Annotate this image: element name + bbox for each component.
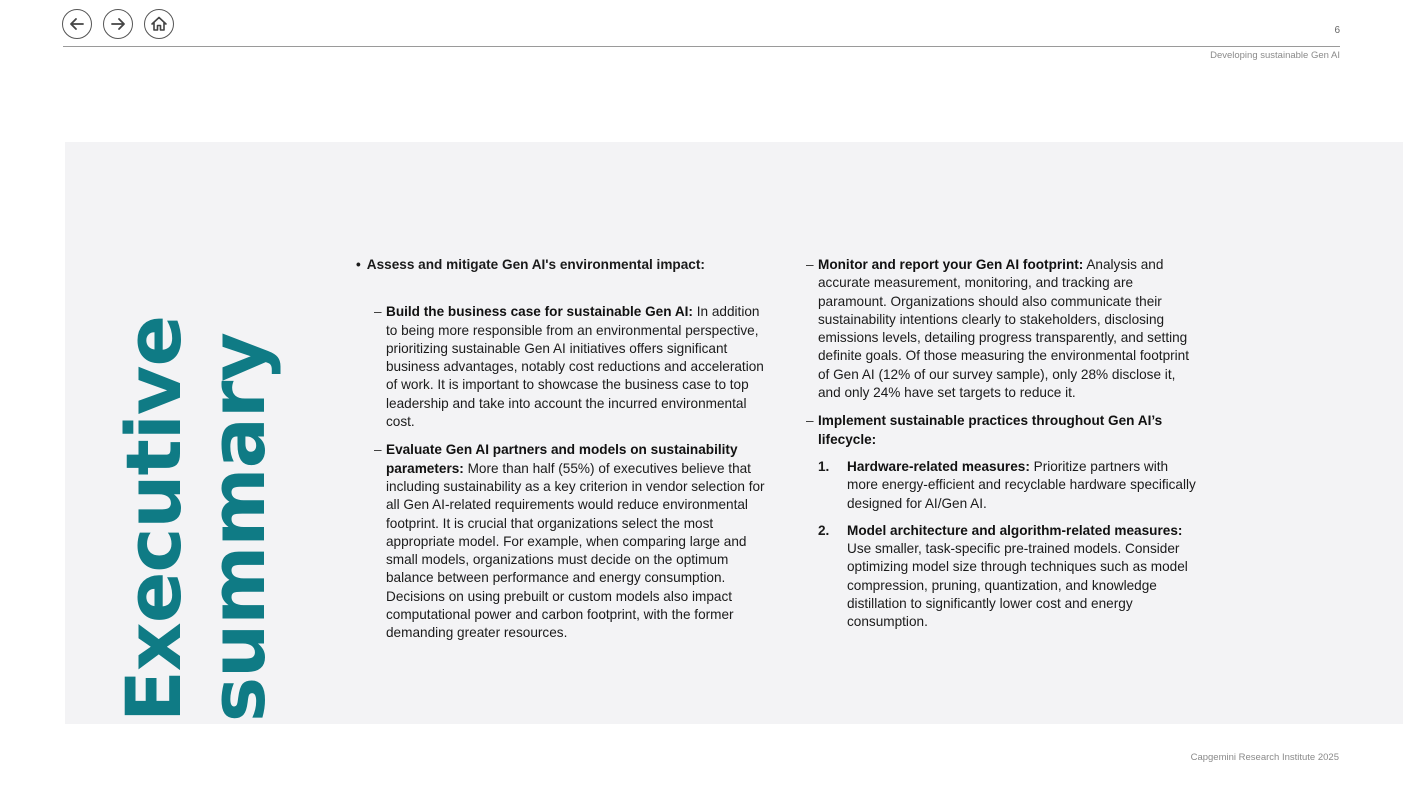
item-number: 2. (818, 522, 830, 538)
page-title (109, 316, 282, 723)
title-line-1: Executive (109, 316, 198, 723)
list-item-body (818, 256, 1198, 402)
list-item (806, 256, 1198, 402)
numbered-item-body (847, 522, 1198, 632)
dash-marker: – (806, 257, 814, 272)
numbered-item-heading: Hardware-related measures: (847, 458, 1030, 474)
forward-arrow-icon[interactable] (103, 9, 133, 39)
numbered-item-body (847, 458, 1198, 513)
page-title-text (109, 316, 282, 723)
numbered-item-text: Use smaller, task-specific pre-trained models. Consider optimizing model size through techniques such as model compression, pruning, quantization, and knowledge distillation to significantly lower cost and energy consumption. (847, 541, 1188, 630)
dash-marker: – (374, 304, 382, 320)
list-item-text: Analysis and accurate measurement, monitoring, and tracking are paramount. Organizations should also communicate their sustainability intentions clearly to stakeholders, disclosing emissions levels, detailing progress transparently, and setting definite goals. Of those measuring the environmental footprint of Gen AI (12% of our survey sample), only 28% disclose it, and only 24% have set targets to reduce it. (818, 257, 1190, 401)
item-number: 1. (818, 458, 830, 474)
numbered-item (818, 458, 1198, 513)
list-item (356, 303, 768, 431)
numbered-list (806, 458, 1198, 632)
list-item-text: In addition to being more responsible from an environmental perspective, prioritizing sustainable Gen AI initiatives offers significant business advantages, notably cost reductions and acceleration of work. It is important to showcase the business case to top leadership and take into account the incurred environmental cost. (386, 304, 764, 430)
home-icon[interactable] (144, 9, 174, 39)
dash-marker: – (806, 413, 814, 429)
list-item-body (386, 441, 768, 642)
main-bullet (356, 256, 768, 274)
list-item-heading: Implement sustainable practices throughout Gen AI’s lifecycle: (818, 413, 1163, 447)
left-column (356, 256, 768, 653)
numbered-item (818, 522, 1198, 632)
back-arrow-icon[interactable] (62, 9, 92, 39)
numbered-item-text: Prioritize partners with more energy-efficient and recyclable hardware specifically designed for AI/Gen AI. (847, 458, 1196, 511)
list-item-heading: Monitor and report your Gen AI footprint: (818, 257, 1084, 272)
title-line-2: summary (193, 333, 282, 723)
footer-credit: Capgemini Research Institute 2025 (1190, 752, 1339, 763)
running-title: Developing sustainable Gen AI (1210, 50, 1340, 61)
list-item-heading: Build the business case for sustainable Gen AI: (386, 304, 693, 320)
numbered-item-heading: Model architecture and algorithm-related measures: (847, 522, 1183, 538)
list-item (806, 412, 1198, 449)
page-number: 6 (1334, 25, 1340, 36)
list-item-text: More than half (55%) of executives believe that including sustainability as a key criterion in vendor selection for all Gen AI-related requirements would reduce environmental footprint. It is crucial that organizations select the most appropriate model. For example, when comparing large and small models, organizations must decide on the optimum balance between performance and energy consumption. Decisions on using prebuilt or custom models also impact computational power and carbon footprint, with the former demanding greater resources. (386, 460, 765, 641)
right-column (806, 256, 1198, 641)
list-item-heading: Evaluate Gen AI partners and models on sustainability parameters: (386, 442, 738, 476)
header-divider (63, 46, 1340, 47)
list-item-body (386, 303, 768, 431)
list-item-body (818, 412, 1198, 449)
bullet-dot: • (356, 257, 361, 272)
main-bullet-text: Assess and mitigate Gen AI's environmental impact: (366, 257, 705, 272)
navigation-controls (62, 9, 174, 39)
dash-marker: – (374, 442, 382, 458)
list-item (356, 441, 768, 642)
